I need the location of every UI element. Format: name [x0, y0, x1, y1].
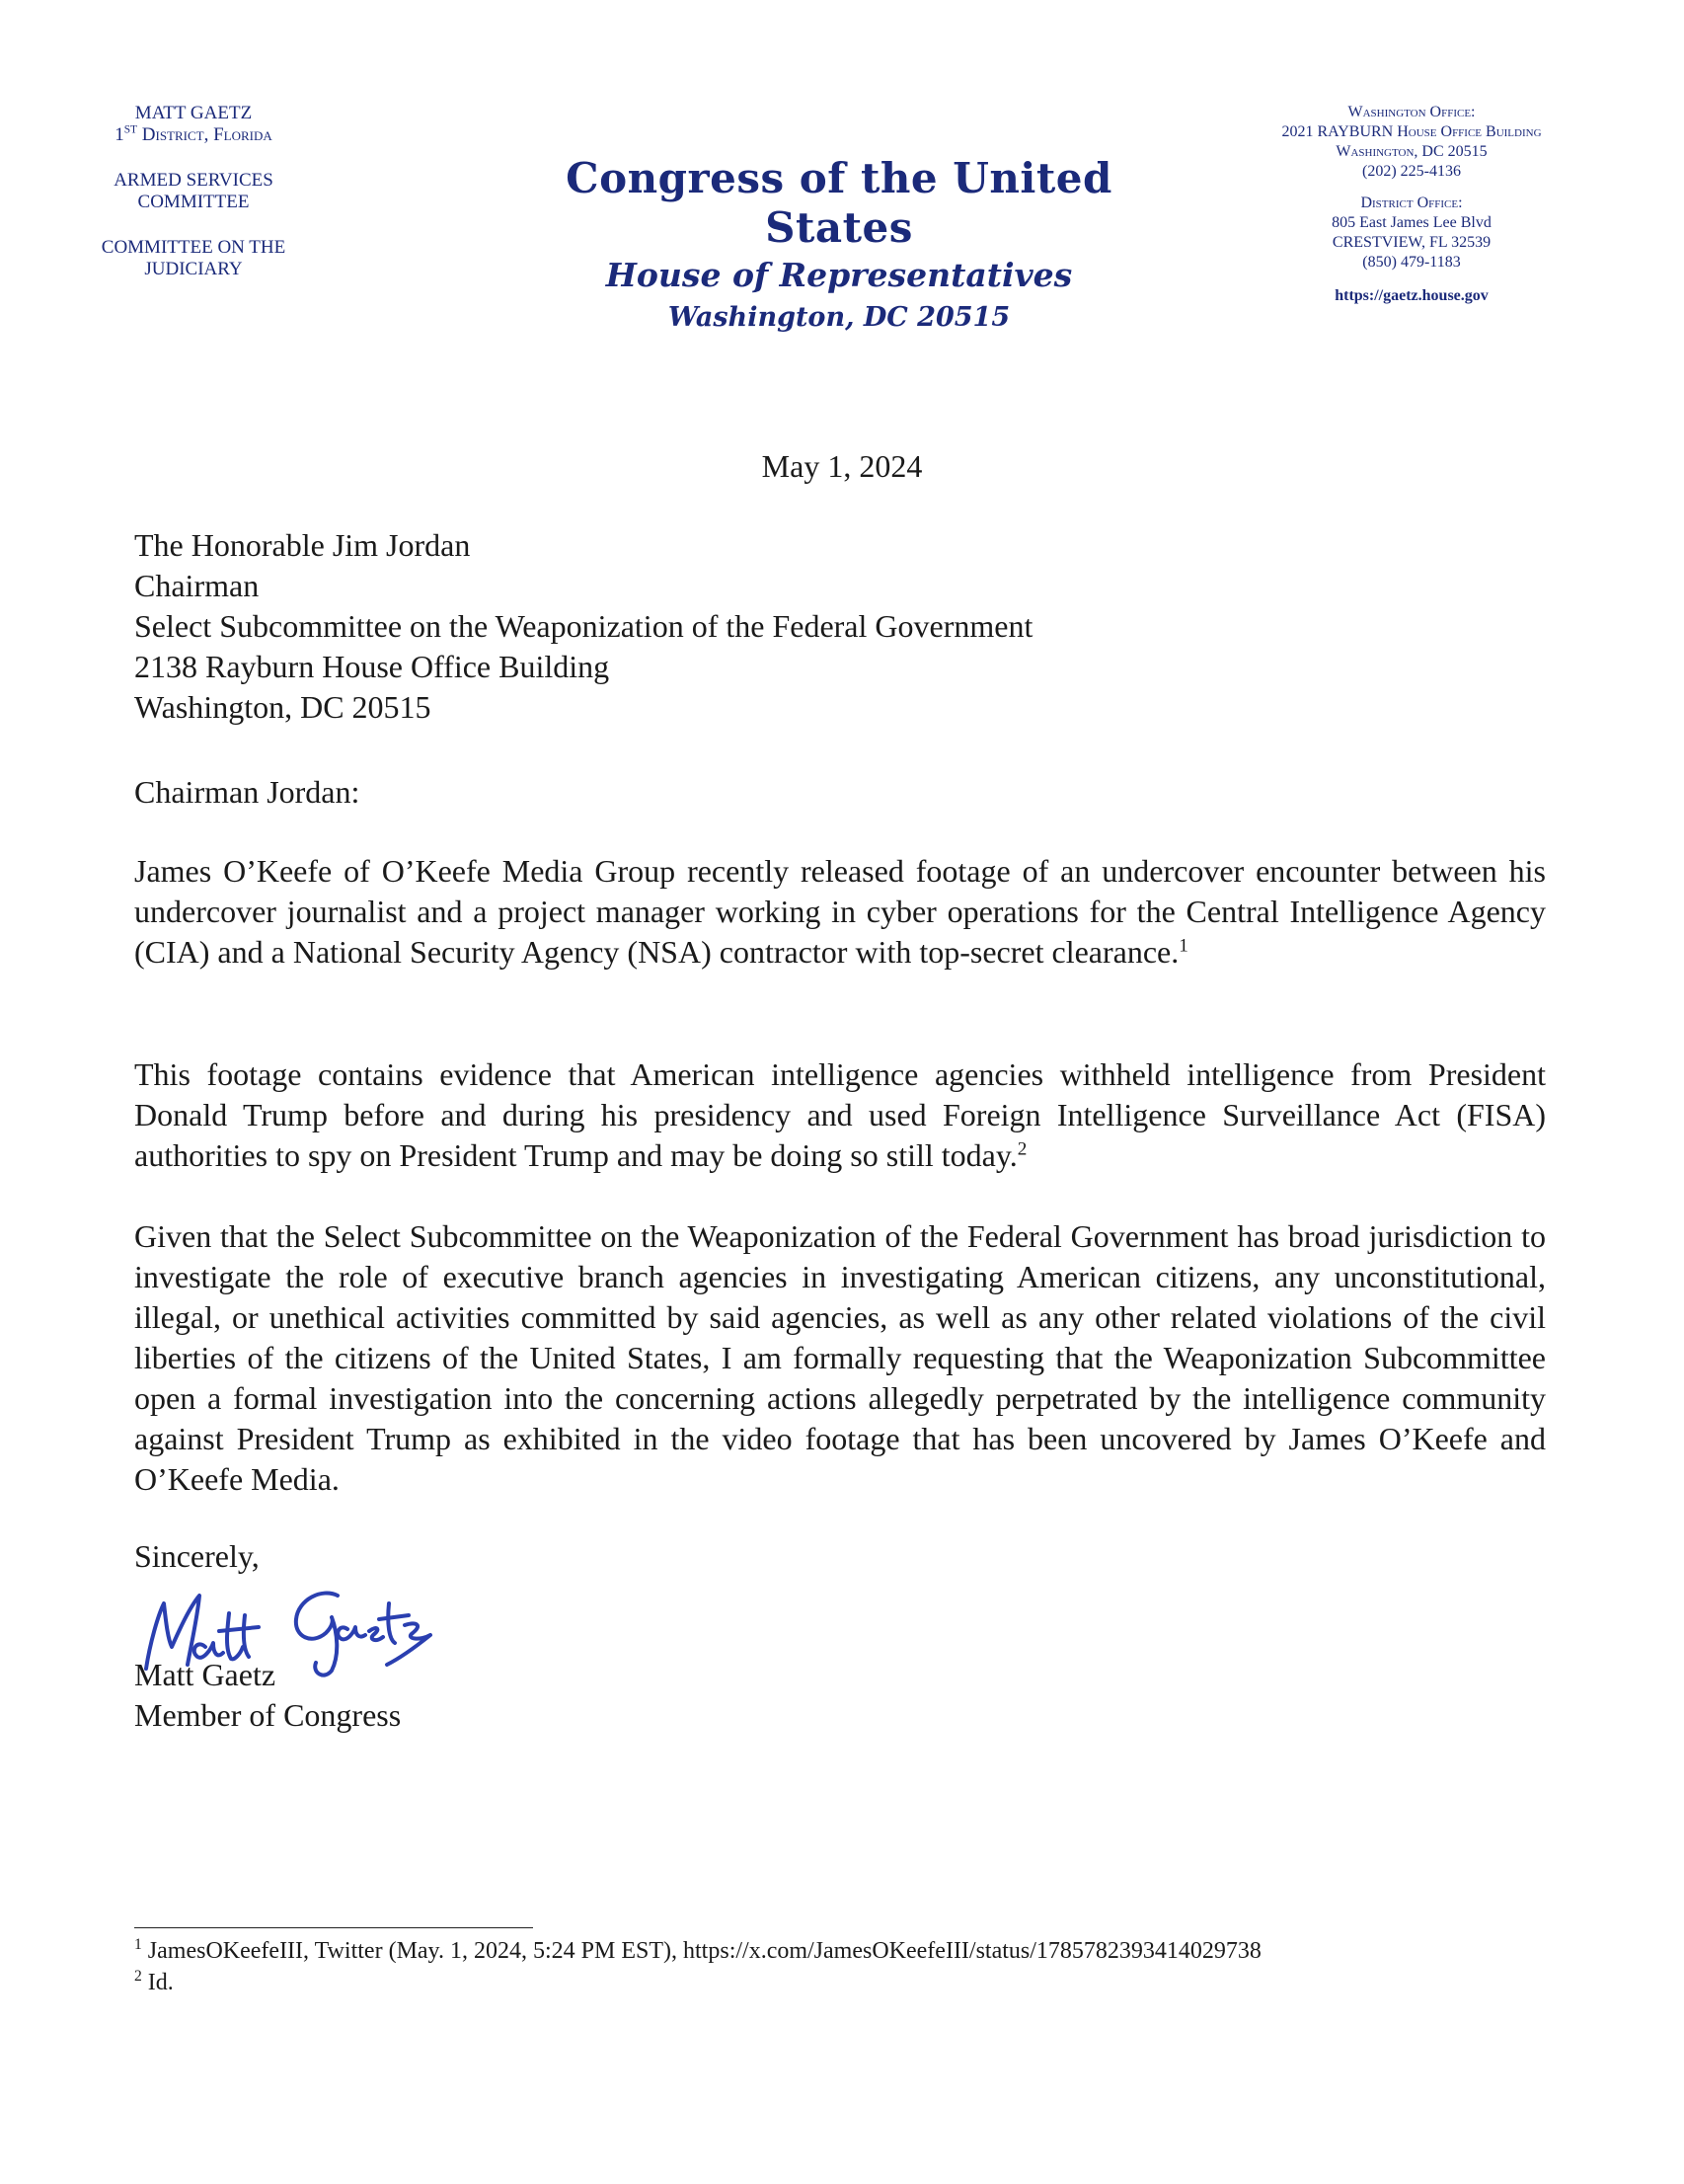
recipient-name: The Honorable Jim Jordan	[134, 527, 471, 563]
closing: Sincerely,	[134, 1538, 260, 1574]
district-state: District, Florida	[137, 124, 272, 145]
footnote-1-text: JamesOKeefeIII, Twitter (May. 1, 2024, 5:24 PM EST), https://x.com/JamesOKeefeIII/status/1785782393414029738	[141, 1938, 1262, 1964]
recipient-building: 2138 Rayburn House Office Building	[134, 649, 610, 684]
footnote-1-number: 1	[134, 1936, 142, 1953]
paragraph-3: Given that the Select Subcommittee on the Weaponization of the Federal Government has broad jurisdiction to investigate the role of executive branch agencies in investigating American citizens, any unconstitutional, illegal, or unethical activities committed by said agencies, as well as any other related violations of the civil liberties of the citizens of the United States, I am formally requesting that the Weaponization Subcommittee open a formal investigation into the concerning actions allegedly perpetrated by the intelligence community against President Trump as exhibited in the video footage that has been uncovered by James O’Keefe and O’Keefe Media.	[134, 1218, 1546, 1497]
district-office-phone: (850) 479-1183	[1362, 254, 1461, 271]
district-number: 1	[115, 124, 124, 145]
member-district	[75, 124, 312, 146]
committee-armed-services-line2: COMMITTEE	[137, 192, 250, 212]
member-name: MATT GAETZ	[134, 103, 253, 123]
paragraph-1-text: James O’Keefe of O’Keefe Media Group recently released footage of an undercover encounter between his undercover journalist and a project manager working in cyber operations for the Central Intelligence Agency (CIA) and a National Security Agency (NSA) contractor with top-secret clearance.	[134, 853, 1546, 970]
website-link[interactable]: https://gaetz.house.gov	[1335, 287, 1489, 304]
paragraph-2-text: This footage contains evidence that American intelligence agencies withheld intelligence from President Donald Trump before and during his presidency and used Foreign Intelligence Surveillance Act (FISA) authorities to spy on President Trump and may be doing so still today.	[134, 1056, 1546, 1173]
district-office-address: 805 East James Lee Blvd	[1332, 214, 1492, 231]
member-info-block	[75, 103, 312, 280]
letterhead-city: Washington, DC 20515	[667, 302, 1011, 333]
letterhead-congress: Congress of the United States	[566, 154, 1112, 252]
footnote-ref-1: 1	[1179, 935, 1188, 957]
dc-office-address: 2021 RAYBURN House Office Building	[1281, 123, 1542, 140]
footnote-2	[134, 1967, 1262, 1998]
footnote-ref-2: 2	[1017, 1138, 1028, 1160]
recipient-title: Chairman	[134, 568, 260, 603]
dc-office-label: Washington Office:	[1347, 104, 1476, 120]
footnotes	[134, 1935, 1262, 1998]
dc-office-phone: (202) 225-4136	[1362, 163, 1461, 180]
paragraph-2	[134, 1054, 1546, 1176]
signer-block	[134, 1655, 401, 1736]
paragraph-1	[134, 851, 1546, 973]
footnote-2-text: Id.	[141, 1970, 174, 1995]
salutation: Chairman Jordan:	[134, 774, 360, 810]
committee-judiciary-line1: COMMITTEE ON THE	[101, 237, 286, 258]
recipient-address	[134, 525, 1516, 728]
signer-title: Member of Congress	[134, 1697, 402, 1733]
district-office-label: District Office:	[1360, 195, 1463, 211]
letter-date: May 1, 2024	[761, 448, 923, 484]
committee-judiciary-line2: JUDICIARY	[144, 259, 243, 279]
footnote-1	[134, 1935, 1262, 1967]
signer-name: Matt Gaetz	[134, 1657, 276, 1692]
recipient-committee: Select Subcommittee on the Weaponization of the Federal Government	[134, 608, 1033, 644]
recipient-city: Washington, DC 20515	[134, 689, 431, 725]
congress-letterhead	[513, 154, 1165, 338]
district-suffix: ST	[123, 123, 138, 136]
footnote-2-number: 2	[134, 1968, 142, 1985]
dc-office-city: Washington, DC 20515	[1336, 143, 1488, 160]
footnote-divider	[134, 1927, 533, 1928]
office-info-block	[1224, 103, 1599, 306]
committee-armed-services-line1: ARMED SERVICES	[114, 170, 273, 191]
district-office-city: CRESTVIEW, FL 32539	[1332, 234, 1492, 251]
letterhead-house: House of Representatives	[605, 256, 1073, 294]
